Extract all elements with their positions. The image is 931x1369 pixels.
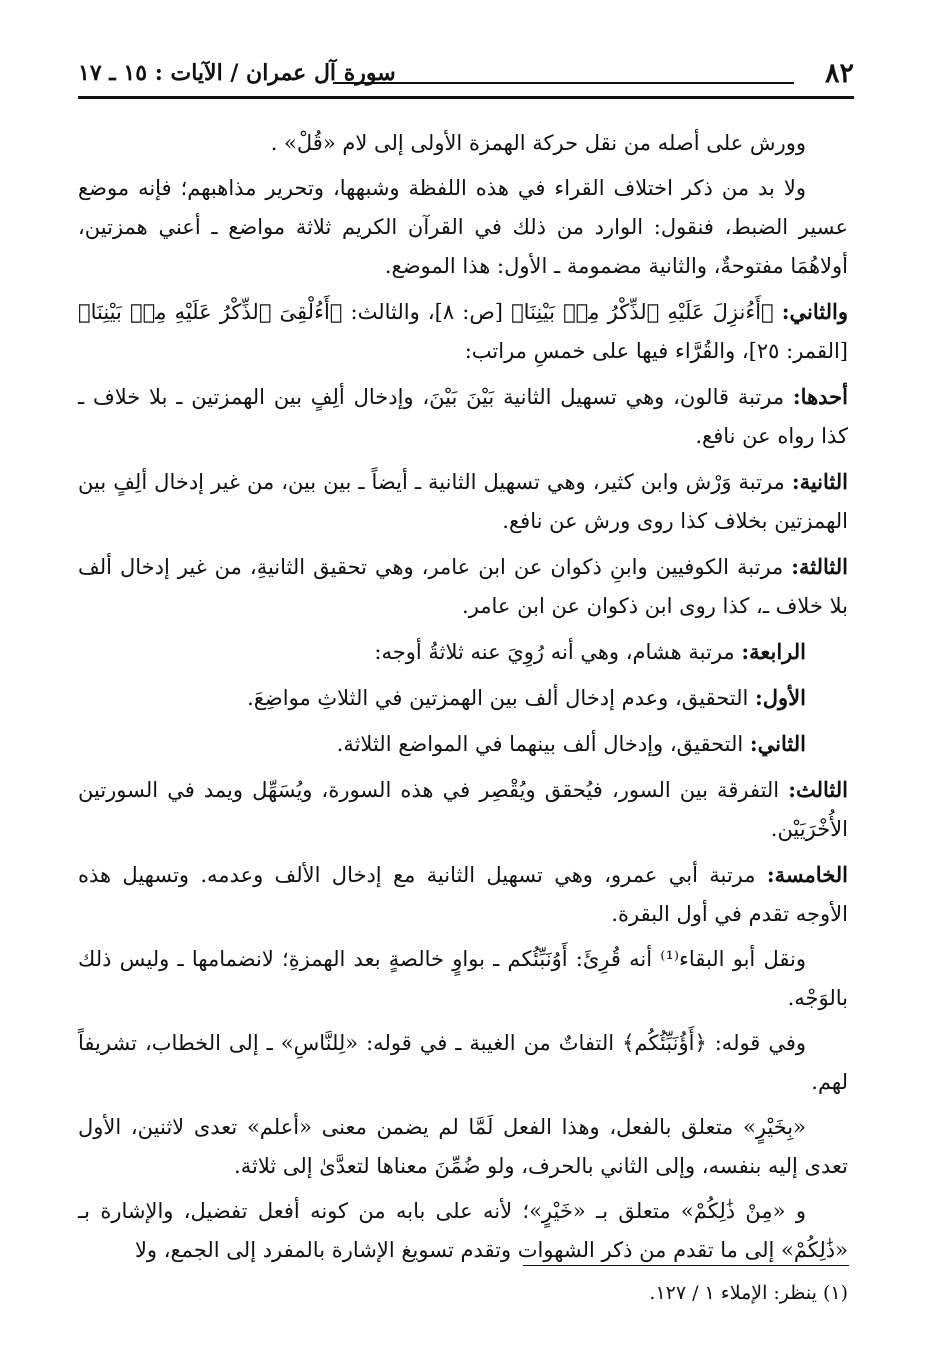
paragraph-label: الخامسة: bbox=[766, 862, 848, 887]
header-rule bbox=[333, 82, 794, 84]
paragraph-label: الثالثة: bbox=[791, 554, 848, 579]
running-title: سورة آل عمران / الآيات : ١٥ ـ ١٧ bbox=[78, 60, 396, 86]
paragraph: الثالثة: مرتبة الكوفيين وابنِ ذكوان عن ابن عامر، وهي تحقيق الثانيةِ، من غير إدخال ألف بلا خلاف ـ، كذا روى ابن ذكوان عن ابن عامر. bbox=[78, 554, 848, 618]
paragraph-label: أحدها: bbox=[792, 384, 848, 409]
paragraph-label: الثاني: bbox=[749, 731, 806, 756]
header-underline bbox=[78, 96, 854, 99]
paragraph-label: الثانية: bbox=[791, 469, 848, 494]
paragraph: وورش على أصله من نقل حركة الهمزة الأولى إلى لام «قُلْ» . bbox=[270, 131, 806, 155]
paragraph-label: الأول: bbox=[755, 685, 806, 710]
paragraph-label: والثاني: bbox=[781, 299, 848, 324]
paragraph: الثالث: التفرقة بين السور، فيُحقق ويُقْصِر في هذه السورة، ويُسَهِّل ويمد في السورتين الأُخْرَيَيْن. bbox=[78, 777, 848, 841]
main-text bbox=[78, 124, 848, 1276]
paragraph: الثانية: مرتبة وَرْش وابن كثير، وهي تسهيل الثانية ـ أيضاً ـ بين بين، من غير إدخال ألِفٍ بين الهمزتين بخلاف كذا روى ورش عن نافع. bbox=[78, 469, 848, 533]
paragraph-label: الثالث: bbox=[788, 777, 848, 802]
paragraph: الرابعة: مرتبة هشام، وهي أنه رُوِيَ عنه ثلاثةُ أوجه: bbox=[374, 639, 806, 664]
footnote-separator bbox=[523, 1265, 849, 1266]
paragraph: وفي قوله: ﴿أَؤُنَبِّئُكُم﴾ التفاتٌ من الغيبة ـ في قوله: «لِلنَّاسِ» ـ إلى الخطاب، تشريفاً لهم. bbox=[78, 1031, 848, 1094]
paragraph: الثاني: التحقيق، وإدخال ألف بينهما في المواضع الثلاثة. bbox=[336, 731, 806, 756]
paragraph: ونقل أبو البقاء⁽¹⁾ أنه قُرِئَ: أَوُنَبِّئُكم ـ بواوٍ خالصةٍ بعد الهمزةِ؛ لانضمامها ـ وليس ذلك بالوَجْه. bbox=[78, 947, 848, 1010]
page-number: ٨٢ bbox=[824, 58, 854, 89]
paragraph: و «مِنْ ذَٰلِكُمْ» متعلق بـ «خَيْرٍ»؛ لأنه على بابه من كونه أفعل تفضيل، والإشارة بـ «ذَٰلِكُمْ» إلى ما تقدم من ذكر الشهوات وتقدم تسويغ الإشارة بالمفرد إلى الجمع، ولا bbox=[78, 1199, 848, 1262]
paragraph: والثاني: ﴿أَءُنزِلَ عَلَيْهِ ٱلذِّكْرُ مِنۢ بَيْنِنَا﴾ [ص: ٨]، والثالث: ﴿أَءُلْقِىَ ٱلذِّكْرُ عَلَيْهِ مِنۢ بَيْنِنَا﴾ [القمر: ٢٥]، والقُرَّاء فيها على خمسِ مراتب: bbox=[78, 299, 848, 363]
page-header bbox=[78, 58, 854, 94]
paragraph: أحدها: مرتبة قالون، وهي تسهيل الثانية بَيْنَ بَيْنَ، وإدخال ألِفٍ بين الهمزتين ـ بلا خلاف ـ كذا رواه عن نافع. bbox=[78, 384, 848, 448]
paragraph: «بِخَيْرٍ» متعلق بالفعل، وهذا الفعل لَمَّا لم يضمن معنى «أعلم» تعدى لاثنين، الأول تعدى إليه بنفسه، وإلى الثاني بالحرف، ولو ضُمِّنَ معناها لتعدَّىٰ إلى ثلاثة. bbox=[78, 1115, 848, 1178]
footnote: (١) ينظر: الإملاء ١ / ١٢٧. bbox=[649, 1282, 848, 1304]
paragraph: ولا بد من ذكر اختلاف القراء في هذه اللفظة وشبهها، وتحرير مذاهبهم؛ فإنه موضع عسير الضبط، فنقول: الوارد من ذلك في القرآن الكريم ثلاثة مواضع ـ أعني همزتين، أولاهُمَا مفتوحةٌ، والثانية مضمومة ـ الأول: هذا الموضع. bbox=[78, 176, 848, 278]
paragraph: الأول: التحقيق، وعدم إدخال ألف بين الهمزتين في الثلاثِ مواضِعَ. bbox=[247, 685, 806, 710]
paragraph: الخامسة: مرتبة أبي عمرو، وهي تسهيل الثانية مع إدخال الألف وعدمه. وتسهيل هذه الأوجه تقدم في أول البقرة. bbox=[78, 862, 848, 926]
paragraph-label: الرابعة: bbox=[741, 639, 806, 664]
